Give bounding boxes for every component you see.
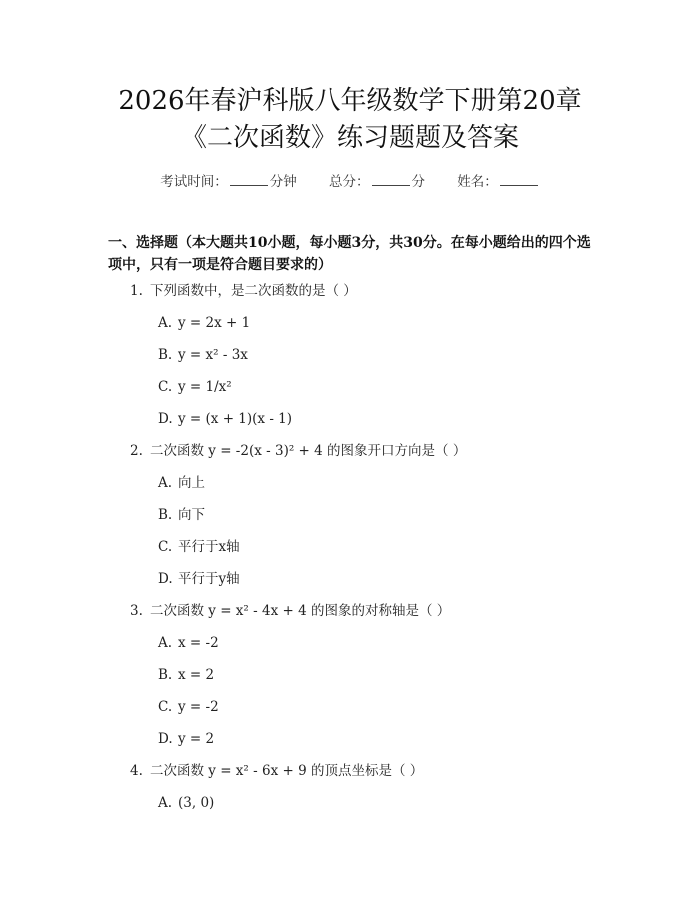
question-3 — [130, 601, 450, 621]
question-number: 4. — [130, 763, 143, 779]
option-letter: D. — [158, 411, 173, 427]
name-label: 姓名： — [457, 174, 498, 190]
section-heading-choice: 一、选择题（本大题共10小题，每小题3分，共30分。在每小题给出的四个选项中，只有一项是符合题目要求的） — [108, 235, 591, 273]
time-field — [160, 174, 301, 190]
option-1b — [158, 345, 248, 365]
option-1d — [158, 409, 292, 429]
option-2d — [158, 569, 240, 589]
option-2c — [158, 537, 240, 557]
option-letter: D. — [158, 731, 173, 747]
option-letter: A. — [158, 795, 173, 811]
option-text: y = -2 — [178, 699, 219, 715]
option-letter: A. — [158, 315, 173, 331]
question-text: 二次函数 y = x² - 4x + 4 的图象的对称轴是（ ） — [150, 603, 451, 619]
exam-info — [0, 170, 700, 190]
time-label: 考试时间： — [160, 174, 228, 190]
score-unit: 分 — [411, 174, 425, 190]
option-text: y = 1/x² — [178, 379, 232, 395]
score-field — [329, 174, 429, 190]
option-text: 平行于x轴 — [178, 539, 240, 555]
option-4a — [158, 793, 214, 813]
question-text: 二次函数 y = -2(x - 3)² + 4 的图象开口方向是（ ） — [150, 443, 467, 459]
option-letter: A. — [158, 635, 173, 651]
document-title-line2: 《二次函数》练习题题及答案 — [180, 123, 519, 153]
option-2b — [158, 505, 205, 525]
option-letter: C. — [158, 379, 173, 395]
name-field — [457, 174, 540, 190]
document-title-line1: 2026年春沪科版八年级数学下册第20章 — [118, 86, 582, 116]
option-letter: A. — [158, 475, 173, 491]
option-3b — [158, 665, 214, 685]
option-2a — [158, 473, 205, 493]
option-letter: B. — [158, 507, 173, 523]
option-3a — [158, 633, 219, 653]
question-2 — [130, 441, 466, 461]
option-letter: D. — [158, 571, 173, 587]
time-unit: 分钟 — [269, 174, 297, 190]
option-text: x = 2 — [178, 667, 215, 683]
option-1a — [158, 313, 250, 333]
score-blank — [372, 173, 410, 186]
option-text: 向下 — [178, 507, 205, 523]
option-text: 平行于y轴 — [178, 571, 240, 587]
option-text: y = 2 — [178, 731, 215, 747]
option-text: (3, 0) — [178, 795, 215, 811]
option-text: 向上 — [178, 475, 205, 491]
question-text: 二次函数 y = x² - 6x + 9 的顶点坐标是（ ） — [150, 763, 424, 779]
option-letter: C. — [158, 699, 173, 715]
option-3d — [158, 729, 214, 749]
option-text: x = -2 — [178, 635, 219, 651]
name-blank — [500, 173, 538, 186]
option-3c — [158, 697, 219, 717]
option-1c — [158, 377, 232, 397]
question-1 — [130, 281, 357, 301]
option-letter: B. — [158, 347, 173, 363]
question-4 — [130, 761, 423, 781]
time-blank — [230, 173, 268, 186]
question-number: 1. — [130, 283, 143, 299]
option-letter: C. — [158, 539, 173, 555]
question-text: 下列函数中，是二次函数的是（ ） — [150, 283, 357, 299]
question-number: 2. — [130, 443, 143, 459]
option-letter: B. — [158, 667, 173, 683]
option-text: y = 2x + 1 — [178, 315, 251, 331]
option-text: y = (x + 1)(x - 1) — [178, 411, 293, 427]
score-label: 总分： — [329, 174, 370, 190]
option-text: y = x² - 3x — [178, 347, 248, 363]
question-number: 3. — [130, 603, 143, 619]
